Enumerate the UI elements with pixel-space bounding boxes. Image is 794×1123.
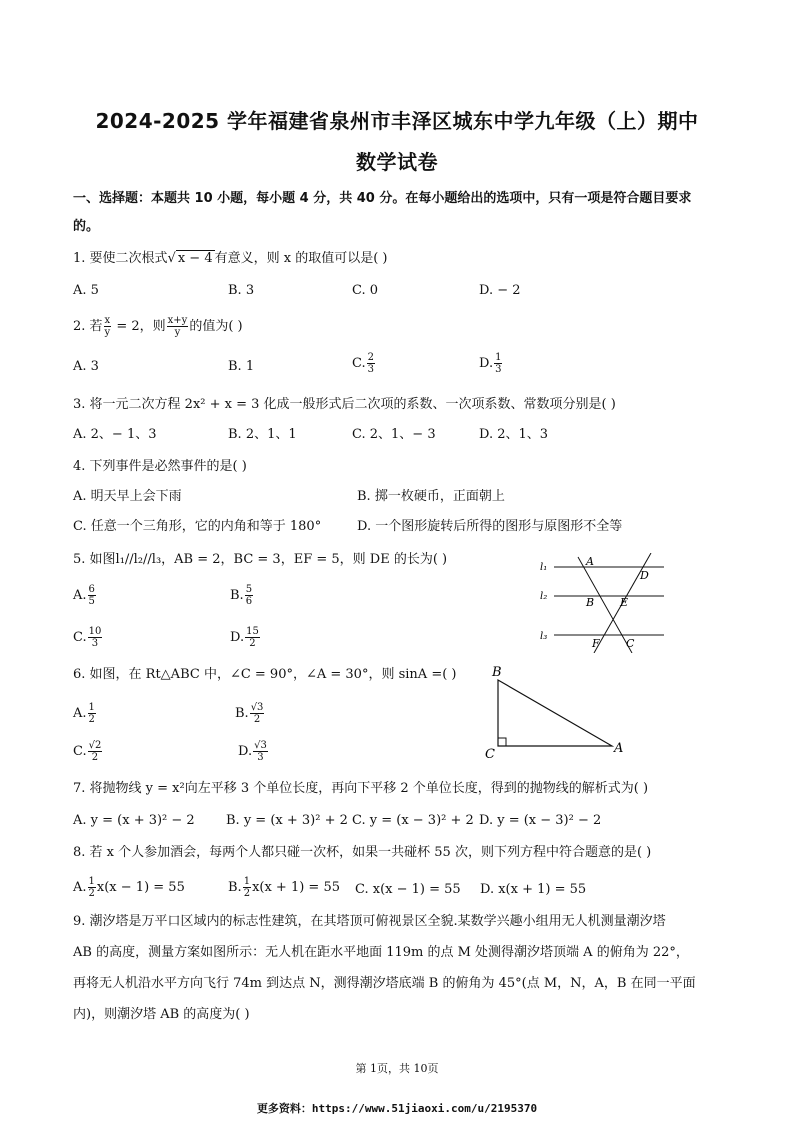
- question-9-line1: 9. 潮汐塔是万平口区域内的标志性建筑，在其塔顶可俯视景区全貌.某数学兴趣小组用无人机测量潮汐塔: [73, 914, 666, 929]
- q6-label-c: C: [485, 747, 495, 762]
- question-9-line4: 内)，则潮汐塔 AB 的高度为( ): [73, 1007, 250, 1022]
- q3-option-d: D. 2、1、3: [479, 427, 549, 442]
- question-8: 8. 若 x 个人参加酒会，每两个人都只碰一次杯，如果一共碰杯 55 次，则下列方程中符合题意的是( ): [73, 845, 652, 860]
- q5-label-f: F: [592, 637, 600, 650]
- q1-option-b: B. 3: [228, 283, 255, 298]
- q1-radicand: x − 4: [177, 251, 213, 266]
- q2-post: 的值为( ): [189, 319, 243, 334]
- q8-option-c: C. x(x − 1) = 55: [355, 882, 461, 897]
- q8-option-b: B. $\frac{1}{2}$ x(x + 1) = 55: [228, 876, 340, 899]
- q5-figure: [536, 553, 676, 653]
- q4-option-d: D. 一个图形旋转后所得的图形与原图形不全等: [357, 519, 623, 534]
- q6-option-d: D. $\frac{√3}{3}$: [238, 740, 267, 763]
- q2-fraction-2: $\frac{x+y}{y}$: [167, 315, 188, 338]
- q8-option-d: D. x(x + 1) = 55: [480, 882, 587, 897]
- q5-label-d: D: [640, 569, 649, 582]
- q6-option-a: A. $\frac{1}{2}$: [73, 702, 95, 725]
- question-1: [73, 250, 387, 268]
- q1-option-d: D. − 2: [479, 283, 521, 298]
- q5-option-c: C. $\frac{10}{3}$: [73, 626, 102, 649]
- q5-option-d: D. $\frac{15}{2}$: [230, 626, 259, 649]
- more-resources-link[interactable]: 更多资料：https://www.51jiaoxi.com/u/2195370: [256, 1102, 538, 1115]
- q2-pre: 2. 若: [73, 319, 103, 334]
- q3-option-a: A. 2、− 1、3: [73, 427, 157, 442]
- q4-option-a: A. 明天早上会下雨: [73, 489, 182, 504]
- question-6: 6. 如图，在 Rt△ABC 中，∠C = 90°，∠A = 30°，则 sinA =( ): [73, 667, 457, 682]
- q1-option-a: A. 5: [73, 283, 99, 298]
- q3-option-b: B. 2、1、1: [228, 427, 297, 442]
- q2-option-a: A. 3: [73, 359, 99, 374]
- q6-option-c: C. $\frac{√2}{2}$: [73, 740, 102, 763]
- page-number: 第 1页，共 10页: [355, 1062, 439, 1075]
- question-5: 5. 如图l₁//l₂//l₃，AB = 2，BC = 3，EF = 5，则 DE 的长为( ): [73, 552, 448, 567]
- q2-option-b: B. 1: [228, 359, 255, 374]
- q7-option-c: C. y = (x − 3)² + 2: [352, 813, 474, 828]
- q5-label-c: C: [626, 637, 635, 650]
- question-7: 7. 将抛物线 y = x²向左平移 3 个单位长度，再向下平移 2 个单位长度，得到的抛物线的解析式为( ): [73, 781, 649, 796]
- q2-fraction-1: $\frac{x}{y}$: [104, 315, 111, 338]
- q1-post: 有意义，则 x 的取值可以是( ): [214, 251, 388, 266]
- q2-mid: = 2，则: [112, 319, 166, 334]
- q2-option-c: C. $\frac{2}{3}$: [352, 352, 374, 375]
- page-title: 2024-2025 学年福建省泉州市丰泽区城东中学九年级（上）期中: [95, 109, 699, 133]
- q1-sqrt-sign: √: [167, 251, 176, 266]
- q5-label-l1: l₁: [540, 562, 548, 573]
- q5-label-l2: l₂: [540, 591, 548, 602]
- q4-option-b: B. 掷一枚硬币，正面朝上: [357, 489, 505, 504]
- q5-label-b: B: [586, 596, 595, 609]
- q4-option-c: C. 任意一个三角形，它的内角和等于 180°: [73, 519, 322, 534]
- q8-option-a: A. $\frac{1}{2}$ x(x − 1) = 55: [73, 876, 185, 899]
- section-heading-line2: 的。: [73, 219, 100, 234]
- question-3: 3. 将一元二次方程 2x² + x = 3 化成一般形式后二次项的系数、一次项系数、常数项分别是( ): [73, 397, 616, 412]
- section-heading-line1: 一、选择题：本题共 10 小题，每小题 4 分，共 40 分。在每小题给出的选项中，只有一项是符合题目要求: [73, 191, 692, 206]
- q7-option-d: D. y = (x − 3)² − 2: [479, 813, 602, 828]
- q5-option-a: A. $\frac{6}{5}$: [73, 584, 95, 607]
- q1-option-c: C. 0: [352, 283, 379, 298]
- q7-option-b: B. y = (x + 3)² + 2: [226, 813, 348, 828]
- q6-label-b: B: [492, 665, 502, 680]
- question-2: [73, 315, 243, 338]
- q1-pre: 1. 要使二次根式: [73, 251, 168, 266]
- q5-option-b: B. $\frac{5}{6}$: [230, 584, 253, 607]
- question-4: 4. 下列事件是必然事件的是( ): [73, 459, 247, 474]
- q6-label-a: A: [614, 741, 624, 756]
- q5-label-a: A: [586, 555, 594, 568]
- q6-option-b: B. $\frac{√3}{2}$: [235, 702, 264, 725]
- q7-option-a: A. y = (x + 3)² − 2: [73, 813, 195, 828]
- q3-option-c: C. 2、1、− 3: [352, 427, 436, 442]
- q6-figure: [484, 662, 629, 762]
- page-subtitle: 数学试卷: [356, 150, 438, 174]
- q2-option-d: D. $\frac{1}{3}$: [479, 352, 502, 375]
- question-9-line3: 再将无人机沿水平方向飞行 74m 到达点 N，测得潮汐塔底端 B 的俯角为 45°(点 M，N，A，B 在同一平面: [73, 976, 696, 991]
- q5-label-e: E: [620, 596, 629, 609]
- q5-label-l3: l₃: [540, 631, 548, 642]
- question-9-line2: AB 的高度，测量方案如图所示：无人机在距水平地面 119m 的点 M 处测得潮汐塔顶端 A 的俯角为 22°，: [73, 945, 689, 960]
